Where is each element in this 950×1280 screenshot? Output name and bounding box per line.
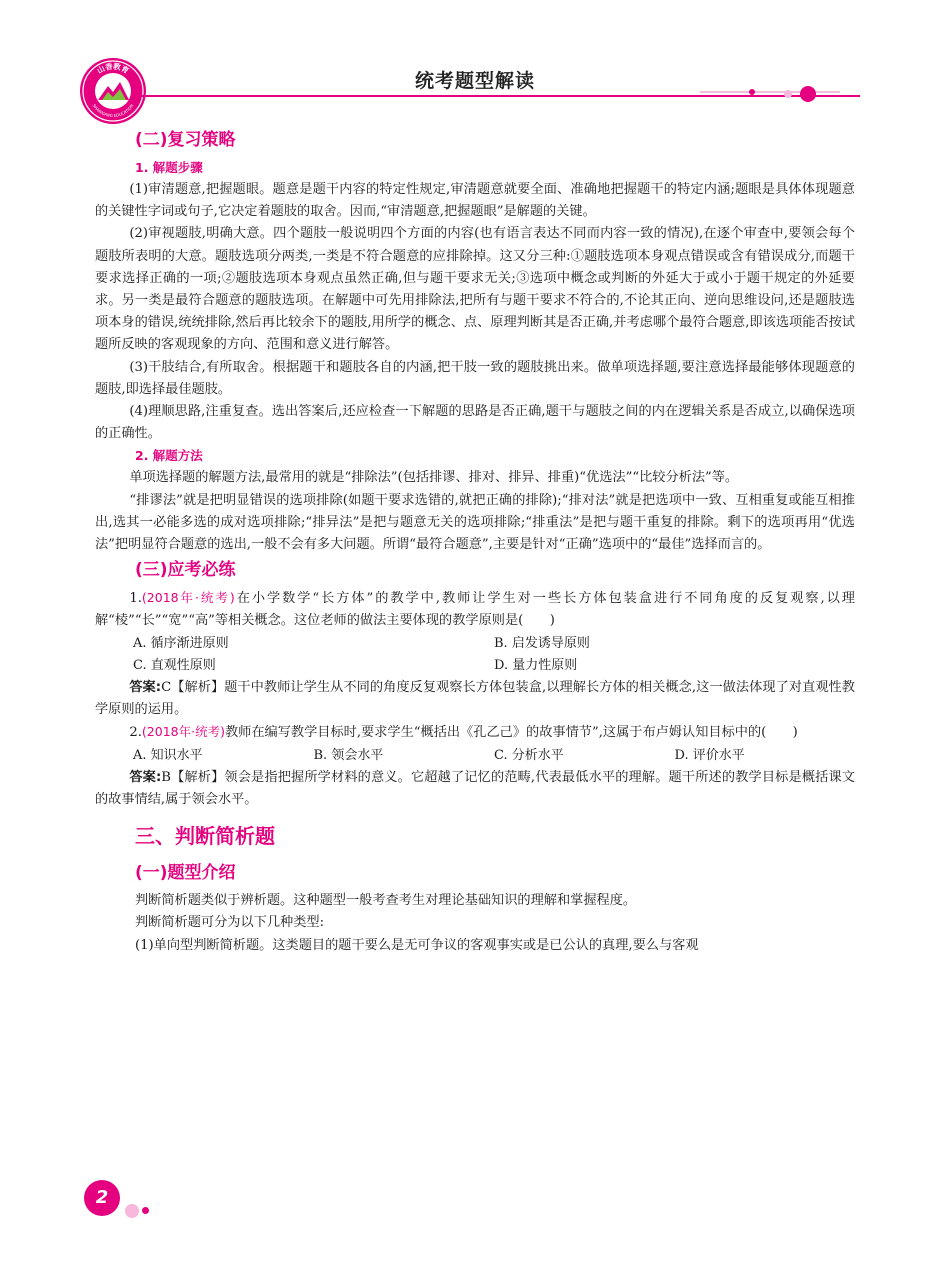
footer-dot-decoration xyxy=(125,1204,139,1218)
running-header-title: 统考题型解读 xyxy=(414,70,535,92)
option-b: B. 启发诱导原则 xyxy=(494,635,590,651)
chapter-heading-judgment: 三、判断简析题 xyxy=(135,824,275,849)
question-1-stem xyxy=(95,587,855,632)
paragraph: (1)审清题意,把握题眼。题意是题干内容的特定性规定,审清题意就要全面、准确地把握题干的特定内涵;题眼是具体体现题意的关键性字词或句子,它决定着题肢的取舍。因而,“审清题意,把握题眼”是解题的关键。 xyxy=(95,182,855,220)
footer-dot-decoration xyxy=(142,1207,149,1214)
section-heading-exam-practice: (三)应考必练 xyxy=(135,560,236,581)
svg-text:山香教育: 山香教育 xyxy=(95,61,131,76)
section-heading-review-strategy: (二)复习策略 xyxy=(135,130,236,150)
question-text: 在小学数学“长方体”的教学中,教师让学生对一些长方体包装盒进行不同角度的反复观察,以理解“棱”“长”“宽”“高”等相关概念。这位老师的做法主要体现的教学原则是( ) xyxy=(95,591,855,629)
answer-label: 答案: xyxy=(129,680,162,696)
question-source: (2018年·统考) xyxy=(141,724,225,740)
answer-text: B【解析】领会是指把握所学材料的意义。它超越了记忆的范畴,代表最低水平的理解。题干所述的教学目标是概括课文的故事情结,属于领会水平。 xyxy=(95,769,855,808)
svg-text:SHANXIANG EDUCATION: SHANXIANG EDUCATION xyxy=(91,103,135,119)
section-heading-type-intro: (一)题型介绍 xyxy=(135,863,236,884)
option-b: B. 领会水平 xyxy=(313,747,384,763)
option-a: A. 循序渐进原则 xyxy=(133,635,229,651)
paragraph: 判断简析题类似于辨析题。这种题型一般考查考生对理论基础知识的理解和掌握程度。 xyxy=(135,893,637,909)
paragraph: (4)理顺思路,注重复查。选出答案后,还应检查一下解题的思路是否正确,题干与题肢之间的内在逻辑关系是否成立,以确保选项的正确性。 xyxy=(95,404,855,442)
subheading-methods: 2. 解题方法 xyxy=(135,448,203,464)
page-number: 2 xyxy=(84,1180,120,1216)
option-d: D. 评价水平 xyxy=(674,747,745,763)
option-c: C. 分析水平 xyxy=(494,747,564,763)
question-number: 1. xyxy=(129,591,142,607)
paragraph: 判断简析题可分为以下几种类型: xyxy=(135,915,325,931)
subheading-steps: 1. 解题步骤 xyxy=(135,160,203,175)
page-content xyxy=(95,126,855,957)
paragraph: 单项选择题的解题方法,最常用的就是“排除法”(包括排谬、排对、排异、排重)“优选法”“比较分析法”等。 xyxy=(129,470,739,486)
option-c: C. 直观性原则 xyxy=(133,657,216,673)
header-decoration-line xyxy=(140,84,860,104)
paragraph: “排谬法”就是把明显错误的选项排除(如题干要求选错的,就把正确的排除);“排对法”就是把选项中一致、互相重复或能互相推出,选其一必能多选的成对选项排除;“排异法”是把与题意无关的选项排除;“排重法”是把与题干重复的排除。剩下的选项再用“优选法”把明显符合题意的选出,一般不会有多大问题。所谓“最符合题意”,主要是针对“正确”选项中的“最佳”选择而言的。 xyxy=(95,492,855,553)
paragraph: (2)审视题肢,明确大意。四个题肢一般说明四个方面的内容(也有语言表达不同而内容一致的情况),在逐个审查中,要领会每个题肢所表明的大意。题肢选项分两类,一类是不符合题意的应排除掉。这又分三种:①题肢选项本身观点错误或含有错误成分,而题干要求选择正确的一项;②题肢选项本身观点虽然正确,但与题干要求无关;③选项中概念或判断的外延大于或小于题干规定的外延要求。另一类是最符合题意的题肢选项。在解题中可先用排除法,把所有与题干要求不符合的,不论其正向、逆向思维设问,还是题肢选项本身的错误,统统排除,然后再比较余下的题肢,用所学的概念、点、原理判断其是否正确,并考虑哪个最符合题意,即该选项能否按试题所反映的客观现象的方向、范围和意义进行解答。 xyxy=(95,226,855,353)
answer-text: C【解析】题干中教师让学生从不同的角度反复观察长方体包装盒,以理解长方体的相关概念,这一做法体现了对直观性教学原则的运用。 xyxy=(95,680,855,718)
paragraph: (3)干肢结合,有所取舍。根据题干和题肢各自的内涵,把干肢一致的题肢挑出来。做单项选择题,要注意选择最能够体现题意的题肢,即选择最佳题肢。 xyxy=(95,359,855,397)
answer-label: 答案: xyxy=(129,769,162,785)
question-1-answer xyxy=(95,677,855,721)
question-1-options xyxy=(95,633,855,677)
question-2-stem xyxy=(95,721,855,744)
question-number: 2. xyxy=(129,725,142,741)
option-a: A. 知识水平 xyxy=(133,747,203,763)
paragraph: (1)单向型判断简析题。这类题目的题干要么是无可争议的客观事实或是已公认的真理,要么与客观 xyxy=(135,937,699,953)
question-source: (2018年·统考) xyxy=(141,590,235,606)
question-2-answer xyxy=(95,767,855,811)
question-text: 教师在编写教学目标时,要求学生“概括出《孔乙己》的故事情节”,这属于布卢姆认知目标中的( ) xyxy=(224,725,798,741)
question-2-options xyxy=(95,745,855,767)
option-d: D. 量力性原则 xyxy=(494,657,578,673)
